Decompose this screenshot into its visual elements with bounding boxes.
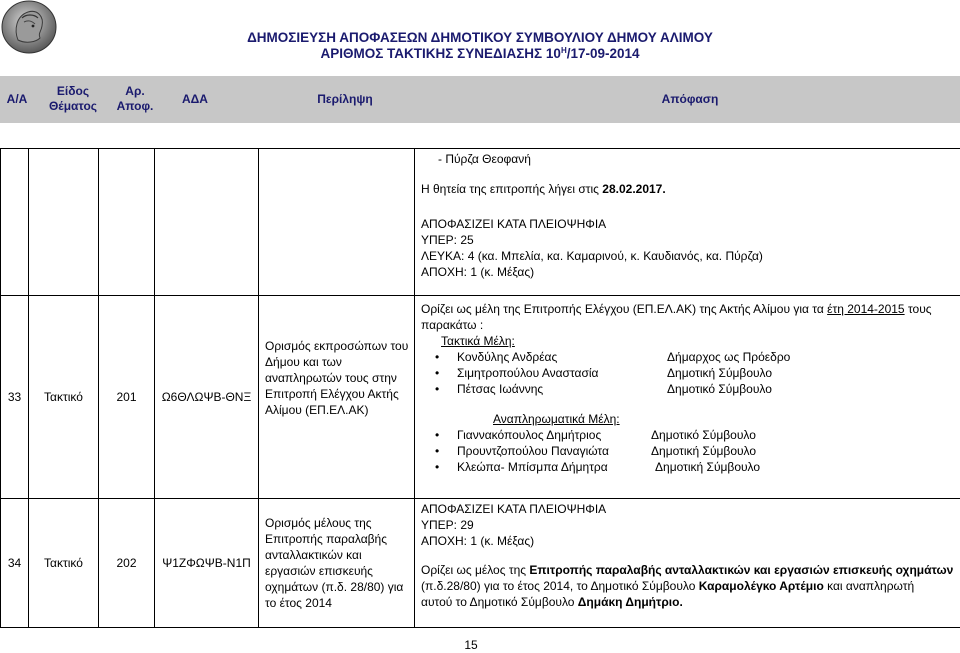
- list-item: • Σιμητροπούλου Αναστασία: [457, 365, 598, 381]
- term-note: Η θητεία της επιτροπής λήγει στις 28.02.2017.: [421, 182, 666, 196]
- col-apofasi: Απόφαση: [661, 92, 719, 106]
- list-item: • Κλεώπα- Μπίσμπα Δήμητρα: [457, 459, 608, 475]
- document-title: ΔΗΜΟΣΙΕΥΣΗ ΑΠΟΦΑΣΕΩΝ ΔΗΜΟΤΙΚΟΥ ΣΥΜΒΟΥΛΙΟΥ ΔΗΜΟΥ ΑΛΙΜΟΥ: [247, 30, 713, 45]
- row-decision: Ορίζει ως μέλη της Επιτροπής Ελέγχου (ΕΠ.ΕΛ.ΑΚ) της Ακτής Αλίμου για τα έτη 2014-2015 τους παρακάτω : Τακτικά Μέλη: • Κονδύλης Ανδρέας Δήμαρχος ως Πρόεδρο • Σιμητροπούλου Αναστασία Δημοτική Σύμβουλο • Πέτσας Ιωάννης Δημοτικό Σύμβουλο Αναπληρωματικά Μέλη: • Γιαννακόπουλος Δημήτριος Δημοτικό Σύμβουλο • Προυντζοπούλου Παναγιώτα Δημοτική Σύμβουλο • Κλεώπα- Μπίσμπα Δήμητρα Δημοτική Σύμβουλο: [415, 296, 960, 499]
- alternate-members-label: Αναπληρωματικά Μέλη:: [493, 412, 620, 426]
- list-item: • Γιαννακόπουλος Δημήτριος: [457, 427, 601, 443]
- vote-yes: ΥΠΕΡ: 29: [421, 518, 474, 532]
- session-title: ΑΡΙΘΜΟΣ ΤΑΚΤΙΚΗΣ ΣΥΝΕΔΙΑΣΗΣ $10^H/17-09-2014$: [320, 46, 640, 61]
- page-number: 15: [464, 638, 478, 652]
- row-ar: 201: [99, 296, 155, 499]
- decisions-table: [0, 148, 960, 628]
- table-row: [1, 296, 960, 499]
- vote-abstain: ΑΠΟΧΗ: 1 (κ. Μέξας): [421, 534, 535, 548]
- row-aa: 34: [1, 499, 29, 628]
- list-item: • Προυντζοπούλου Παναγιώτα: [457, 443, 609, 459]
- decision-line: Ορίζει ως μέλος της Επιτροπής παραλαβής ανταλλακτικών και εργασιών επισκευής οχημάτων: [421, 563, 954, 577]
- row-summary: Ορισμός εκπροσώπων του Δήμου και των αναπληρωτών τους στην Επιτροπή Ελέγχου Ακτής Αλίμου (ΕΠ.ΕΛ.ΑΚ): [259, 296, 415, 499]
- col-ada: ΑΔΑ: [182, 92, 208, 106]
- decision-intro: Ορίζει ως μέλη της Επιτροπής Ελέγχου (ΕΠ.ΕΛ.ΑΚ) της Ακτής Αλίμου για τα έτη 2014-2015 τους: [421, 302, 932, 316]
- col-ar: Αρ. Αποφ.: [116, 84, 154, 113]
- decision-line: (π.δ.28/80) για το έτος 2014, το Δημοτικό Σύμβουλο Καραμολέγκο Αρτέμιο και αναπληρωτή: [421, 579, 915, 593]
- list-item: • Πέτσας Ιωάννης: [457, 381, 543, 397]
- row-ada: Ω6ΘΛΩΨΒ-ΘΝΞ: [155, 296, 259, 499]
- vote-blank: ΛΕΥΚΑ: 4 (κα. Μπελία, κα. Καμαρινού, κ. Καυδιανός, κα. Πύρζα): [421, 249, 763, 263]
- row-eidos: Τακτικό: [29, 499, 99, 628]
- decision-line: αυτού το Δημοτικό Σύμβουλο Δημάκη Δημήτριο.: [421, 595, 683, 609]
- table-row: [1, 499, 960, 628]
- row-decision: [415, 499, 960, 628]
- col-aa: Α/Α: [6, 92, 28, 106]
- vote-result: ΑΠΟΦΑΣΙΖΕΙ ΚΑΤΑ ΠΛΕΙΟΨΗΦΙΑ: [421, 217, 607, 231]
- row-eidos: Τακτικό: [29, 296, 99, 499]
- vote-abstain: ΑΠΟΧΗ: 1 (κ. Μέξας): [421, 265, 535, 279]
- member-line: - Πύρζα Θεοφανή: [438, 152, 531, 166]
- vote-result: ΑΠΟΦΑΣΙΖΕΙ ΚΑΤΑ ΠΛΕΙΟΨΗΦΙΑ: [421, 502, 607, 516]
- col-perilipsi: Περίληψη: [317, 92, 373, 106]
- vote-yes: ΥΠΕΡ: 25: [421, 233, 474, 247]
- col-eidos: Είδος Θέματος: [48, 84, 98, 113]
- row-ar: 202: [99, 499, 155, 628]
- regular-members-label: Τακτικά Μέλη:: [441, 334, 515, 348]
- table-header: [0, 76, 960, 123]
- list-item: • Κονδύλης Ανδρέας: [457, 349, 557, 365]
- table-row: [1, 149, 960, 296]
- row-summary: Ορισμός μέλους της Επιτροπής παραλαβής ανταλλακτικών και εργασιών επισκευής οχημάτων (π.δ. 28/80) για το έτος 2014: [259, 499, 415, 628]
- row-ada: Ψ1ΖΦΩΨΒ-Ν1Π: [155, 499, 259, 628]
- row-aa: 33: [1, 296, 29, 499]
